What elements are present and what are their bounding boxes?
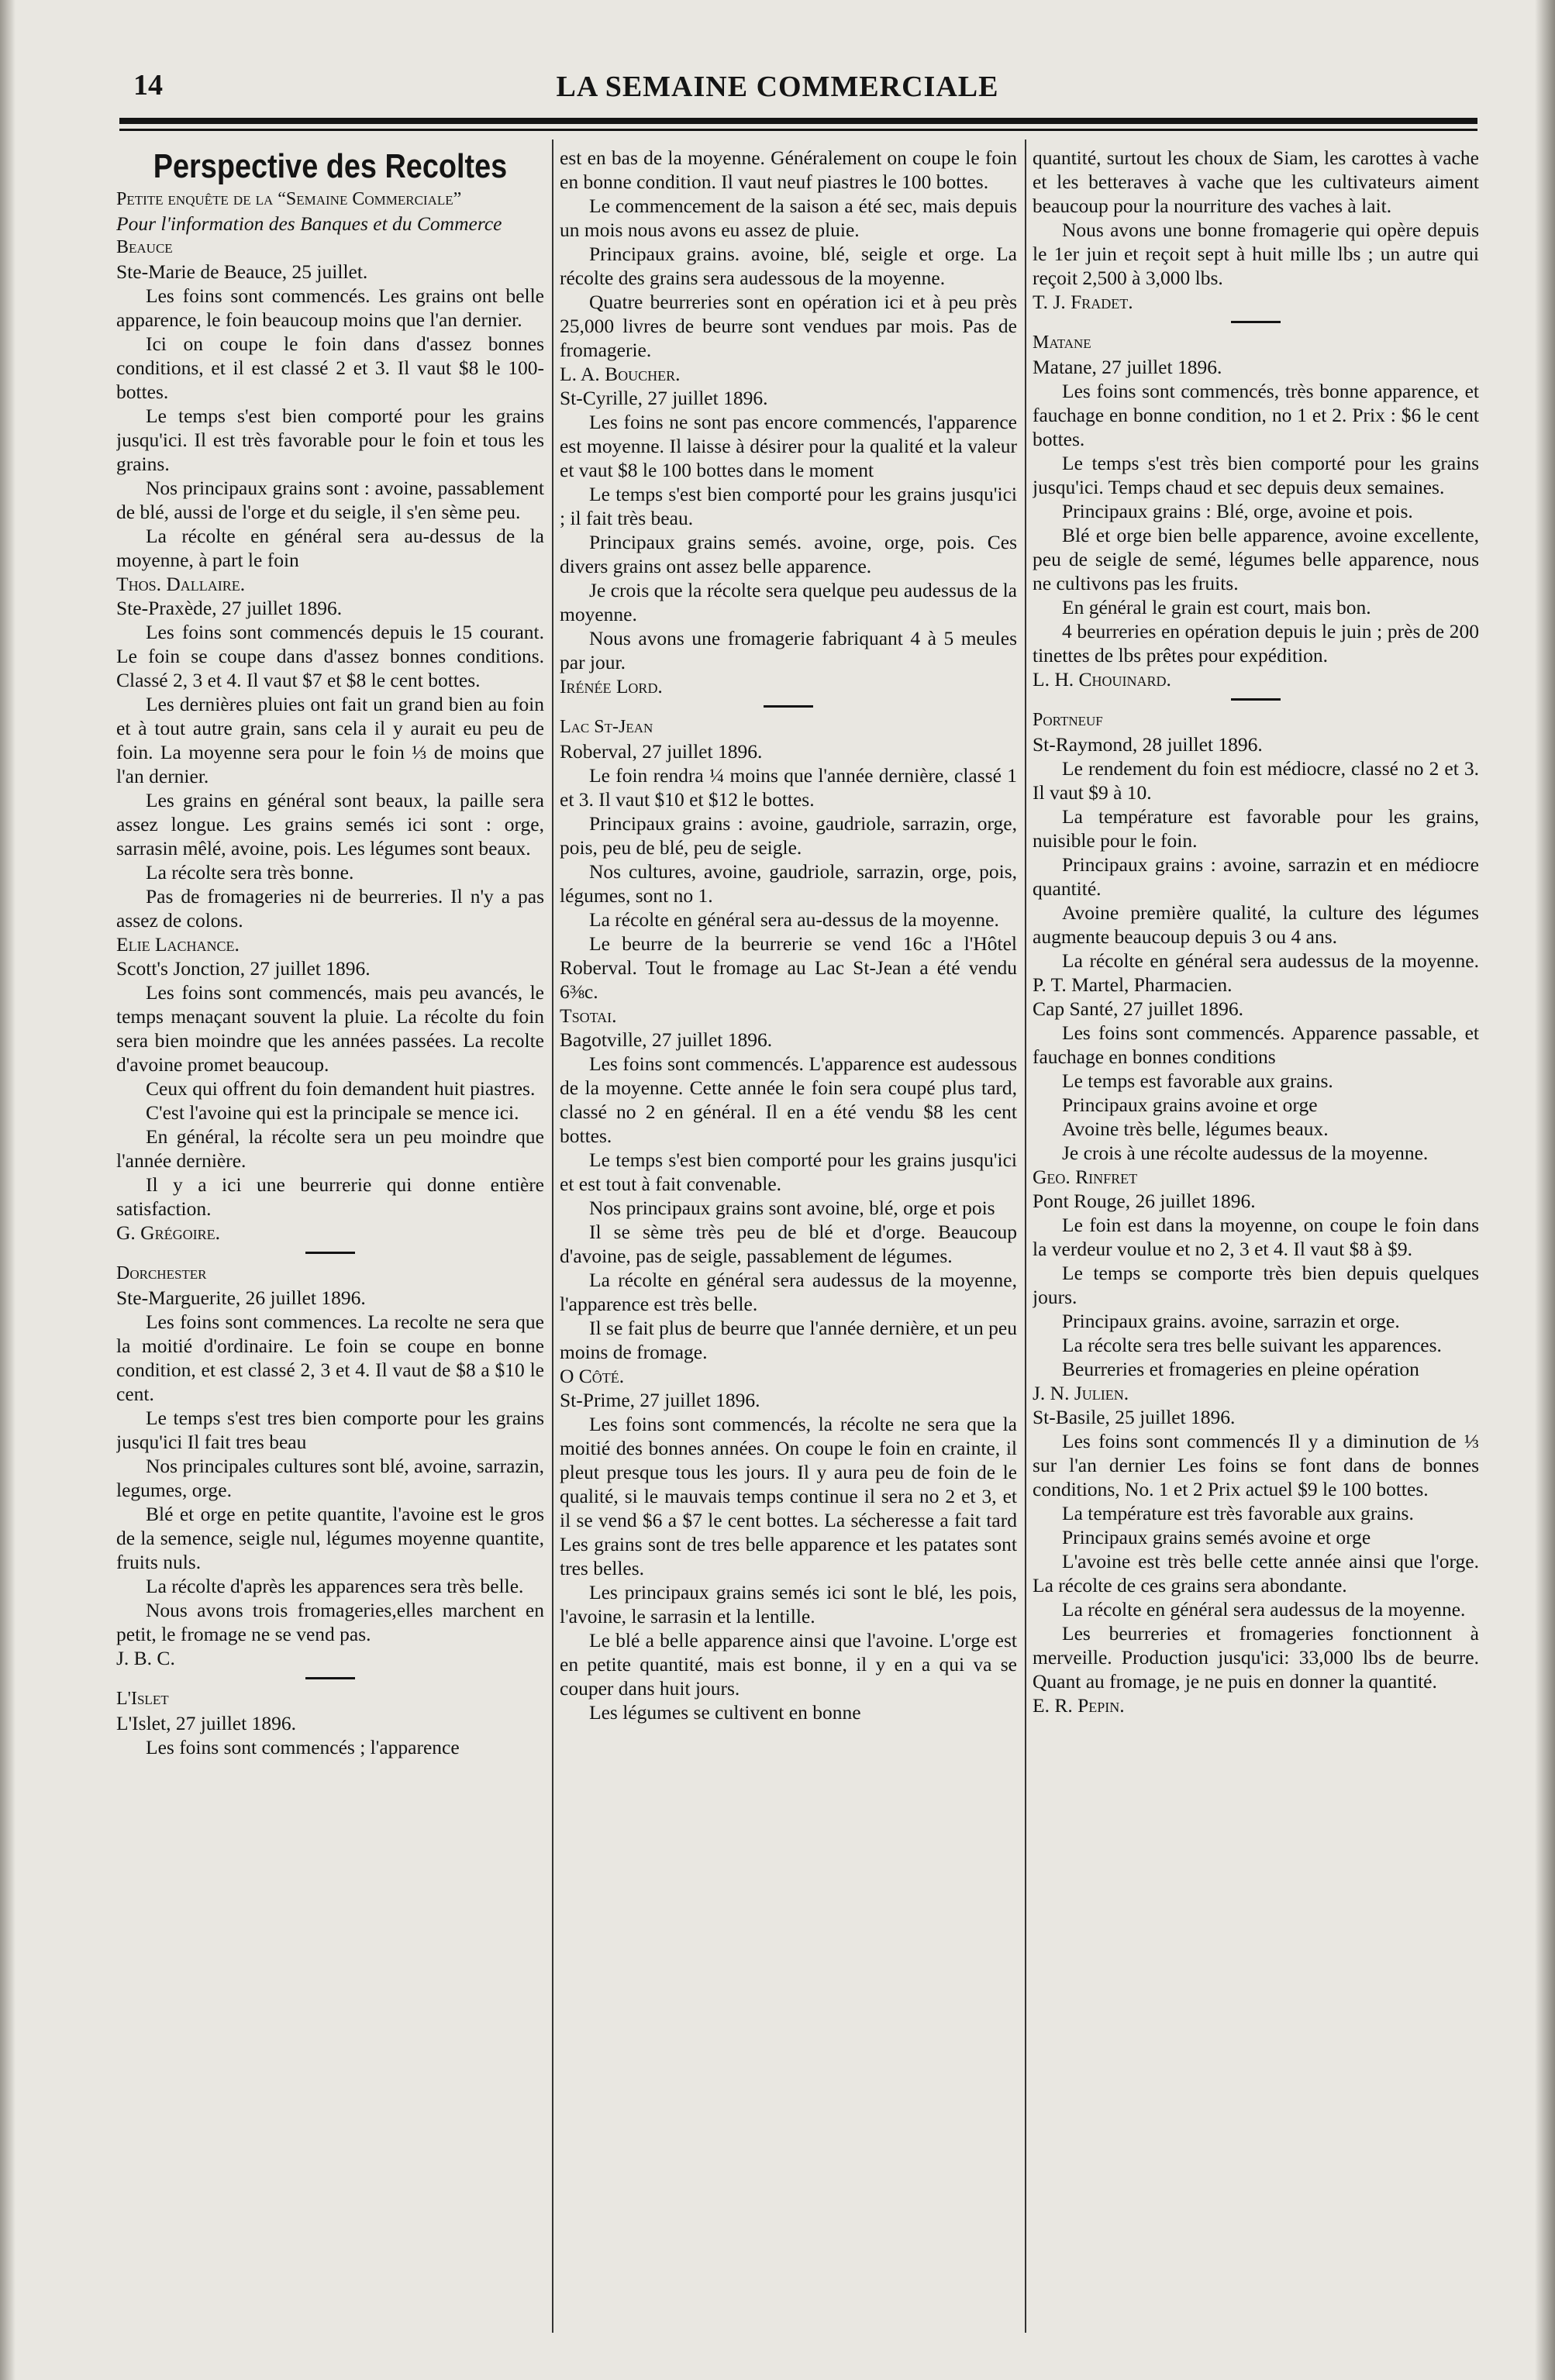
report-paragraph: Je crois à une récolte audessus de la moyenne. (1062, 1142, 1429, 1164)
dateline: St-Prime, 27 juillet 1896. (560, 1389, 760, 1411)
continued-paragraph: est en bas de la moyenne. Généralement on coupe le foin en bonne condition. Il vaut neuf piastres le 100 bottes. (560, 146, 1017, 193)
report-paragraph: Principaux grains avoine et orge (1062, 1094, 1318, 1116)
report-paragraph: Principaux grains : avoine, gaudriole, sarrazin, orge, pois, peu de blé, peu de seigle. (560, 812, 1017, 859)
dateline: Roberval, 27 juillet 1896. (560, 740, 763, 763)
report-paragraph: Le foin est dans la moyenne, on coupe le foin dans la verdeur voulue et no 2, 3 et 4. Il vaut $8 à $9. (1033, 1214, 1479, 1260)
report-paragraph: Les foins sont commencés. L'apparence est audessous de la moyenne. Cette année le foin sera coupé plus tard, classé no 2 en général. Il en a été vendu $8 les cent bottes. (560, 1052, 1017, 1147)
article-title: Perspective des Recoltes (153, 147, 508, 185)
report-paragraph: L'avoine est très belle cette année ainsi que l'orge. La récolte de ces grains sera abondante. (1033, 1550, 1479, 1596)
report-paragraph: Principaux grains semés. avoine, orge, pois. Ces divers grains ont assez belle apparence. (560, 531, 1017, 577)
report-paragraph: Il se fait plus de beurre que l'année dernière, et un peu moins de fromage. (560, 1317, 1017, 1363)
signature: Thos. Dallaire. (116, 573, 246, 595)
report-paragraph: Les grains en général sont beaux, la paille sera assez longue. Les grains semés ici sont : orge, sarrasin mêlé, avoine, pois. Les légumes sont beaux. (116, 789, 544, 859)
region-heading: Matane (1033, 332, 1091, 353)
report-paragraph: Les beurreries et fromageries fonctionnent à merveille. Production jusqu'ici: 33,000 lbs de beurre. Quant au fromage, je ne puis en donner la quantité. (1033, 1622, 1479, 1693)
report-paragraph: Les foins sont commencés, très bonne apparence, et fauchage en bonne condition, no 1 et 2. Prix : $6 le cent bottes. (1033, 380, 1479, 450)
column-3 (1033, 146, 1479, 2378)
report-paragraph: Ceux qui offrent du foin demandent huit piastres. (146, 1077, 536, 1100)
report-paragraph: Avoine très belle, légumes beaux. (1062, 1118, 1329, 1140)
report-paragraph: La récolte en général sera au-dessus de la moyenne, à part le foin (116, 525, 544, 571)
header-rule-thick (119, 118, 1477, 124)
signature: E. R. Pepin. (1033, 1694, 1125, 1717)
report-paragraph: Les foins sont commencés, la récolte ne sera que la moitié des bonnes années. On coupe le foin en crainte, il pleut presque tous les jours. Il y aura peu de foin de le qualité, si le mauvais temps continue il sera no 2 et 3, et il se vend $6 a $7 le cent bottes. La sécheresse a fait tard Les grains sont de tres belle apparence et les patates sont tres belles. (560, 1413, 1017, 1579)
region-heading: Portneuf (1033, 710, 1103, 730)
report-paragraph: La température est très favorable aux grains. (1062, 1502, 1414, 1524)
dateline: Cap Santé, 27 juillet 1896. (1033, 997, 1243, 1020)
report-paragraph: Nos principaux grains sont : avoine, passablement de blé, aussi de l'orge et du seigle, il s'en sème peu. (116, 477, 544, 523)
signature: Elie Lachance. (116, 933, 240, 956)
column-1 (116, 146, 544, 2370)
section-divider (1231, 321, 1281, 323)
report-paragraph: Les foins sont commences. La recolte ne sera que la moitié d'ordinaire. Le foin se coupe en bonne condition, et est classé 2, 3 et 4. Il vaut de $8 a $10 le cent. (116, 1311, 544, 1405)
report-paragraph: Nous avons une bonne fromagerie qui opère depuis le 1er juin et reçoit sept à huit mille lbs ; un autre qui reçoit 2,500 à 3,000 lbs. (1033, 219, 1479, 289)
report-paragraph: Le temps s'est bien comporté pour les grains jusqu'ici ; il fait très beau. (560, 483, 1017, 529)
report-paragraph: Le temps se comporte très bien depuis quelques jours. (1033, 1262, 1479, 1308)
page-edge-left (0, 0, 16, 2380)
report-paragraph: Nous avons trois fromageries,elles marchent en petit, le fromage ne se vend pas. (116, 1599, 544, 1645)
section-divider (764, 705, 813, 708)
signature: Tsotai. (560, 1004, 617, 1027)
section-divider (305, 1252, 355, 1254)
page-edge-right (1535, 0, 1555, 2380)
region-heading: Beauce (116, 237, 173, 257)
report-paragraph: Le beurre de la beurrerie se vend 16c a l'Hôtel Roberval. Tout le fromage au Lac St-Jean a été vendu 6⅜c. (560, 932, 1017, 1003)
running-title: LA SEMAINE COMMERCIALE (556, 71, 999, 103)
column-rule-1 (552, 139, 553, 2333)
column-2 (560, 146, 1017, 2378)
signature: J. B. C. (116, 1647, 175, 1669)
report-paragraph: Il se sème très peu de blé et d'orge. Beaucoup d'avoine, pas de seigle, passablement de légumes. (560, 1221, 1017, 1267)
report-paragraph: Le temps s'est très bien comporté pour les grains jusqu'ici. Temps chaud et sec depuis deux semaines. (1033, 452, 1479, 498)
dateline: St-Raymond, 28 juillet 1896. (1033, 733, 1263, 756)
signature: J. N. Julien. (1033, 1382, 1129, 1404)
report-paragraph: Le rendement du foin est médiocre, classé no 2 et 3. Il vaut $9 à 10. (1033, 757, 1479, 804)
report-paragraph: Pas de fromageries ni de beurreries. Il n'y a pas assez de colons. (116, 885, 544, 932)
signature: G. Grégoire. (116, 1221, 220, 1244)
continued-paragraph: quantité, surtout les choux de Siam, les carottes à vache et les betteraves à vache que les cultivateurs aiment beaucoup pour la nourriture des vaches à lait. (1033, 146, 1479, 217)
region-heading: Dorchester (116, 1263, 207, 1283)
report-paragraph: Les foins sont commencés. Apparence passable, et fauchage en bonnes conditions (1033, 1021, 1479, 1068)
report-paragraph: Les foins sont commencés depuis le 15 courant. Le foin se coupe dans d'assez bonnes conditions. Classé 2, 3 et 4. Il vaut $7 et $8 le cent bottes. (116, 621, 544, 691)
dateline: Ste-Marie de Beauce, 25 juillet. (116, 260, 368, 283)
signature: Irénée Lord. (560, 675, 663, 697)
signature: L. A. Boucher. (560, 363, 681, 385)
section-divider (305, 1677, 355, 1679)
signature: Geo. Rinfret (1033, 1166, 1138, 1188)
report-paragraph: Les foins sont commencés ; l'apparence (146, 1736, 460, 1758)
report-paragraph: Le blé a belle apparence ainsi que l'avoine. L'orge est en petite quantité, mais est bonne, il y en a qui va se couper dans huit jours. (560, 1629, 1017, 1700)
report-paragraph: La température est favorable pour les grains, nuisible pour le foin. (1033, 805, 1479, 852)
report-paragraph: Principaux grains : Blé, orge, avoine et pois. (1062, 500, 1413, 522)
report-paragraph: La récolte sera tres belle suivant les apparences. (1062, 1334, 1442, 1356)
dateline: St-Basile, 25 juillet 1896. (1033, 1406, 1236, 1428)
report-paragraph: Quatre beurreries sont en opération ici et à peu près 25,000 livres de beurre sont vendues par mois. Pas de fromagerie. (560, 291, 1017, 361)
report-paragraph: Il y a ici une beurrerie qui donne entière satisfaction. (116, 1173, 544, 1220)
report-paragraph: Le foin rendra ¼ moins que l'année dernière, classé 1 et 3. Il vaut $10 et $12 le bottes. (560, 764, 1017, 811)
report-paragraph: La récolte en général sera au-dessus de la moyenne. (589, 908, 999, 931)
report-paragraph: Principaux grains : avoine, sarrazin et en médiocre quantité. (1033, 853, 1479, 900)
dateline: St-Cyrille, 27 juillet 1896. (560, 387, 768, 409)
report-paragraph: Principaux grains. avoine, blé, seigle et orge. La récolte des grains sera audessous de la moyenne. (560, 243, 1017, 289)
report-paragraph: 4 beurreries en opération depuis le juin ; près de 200 tinettes de lbs prêtes pour expédition. (1033, 620, 1479, 666)
header-rule-thin (119, 129, 1477, 131)
report-paragraph: Nos principaux grains sont avoine, blé, orge et pois (589, 1197, 995, 1219)
report-paragraph: Blé et orge en petite quantite, l'avoine est le gros de la semence, seigle nul, légumes moyenne quantite, fruits nuls. (116, 1503, 544, 1573)
report-paragraph: Les foins ne sont pas encore commencés, l'apparence est moyenne. Il laisse à désirer pour la qualité et la valeur et vaut $8 le 100 bottes dans le moment (560, 411, 1017, 481)
report-paragraph: En général, la récolte sera un peu moindre que l'année dernière. (116, 1125, 544, 1172)
signature: L. H. Chouinard. (1033, 668, 1171, 691)
report-paragraph: Les foins sont commencés, mais peu avancés, le temps menaçant souvent la pluie. La récolte du foin sera bien moindre que les années passées. La recolte d'avoine promet beaucoup. (116, 981, 544, 1076)
signature: T. J. Fradet. (1033, 291, 1133, 313)
dateline: Ste-Marguerite, 26 juillet 1896. (116, 1286, 366, 1309)
report-paragraph: Les dernières pluies ont fait un grand bien au foin et à tout autre grain, sans cela il y aurait eu peu de foin. La moyenne sera pour le foin ⅓ de moins que l'an dernier. (116, 693, 544, 787)
report-paragraph: Les principaux grains semés ici sont le blé, les pois, l'avoine, le sarrasin et la lentille. (560, 1581, 1017, 1627)
report-paragraph: Avoine première qualité, la culture des légumes augmente beaucoup depuis 3 ou 4 ans. (1033, 901, 1479, 948)
report-paragraph: La récolte d'après les apparences sera très belle. (146, 1575, 524, 1597)
report-paragraph: Nos principales cultures sont blé, avoine, sarrazin, legumes, orge. (116, 1455, 544, 1501)
report-paragraph: Le temps s'est bien comporté pour les grains jusqu'ici et est tout à fait convenable. (560, 1149, 1017, 1195)
report-paragraph: La récolte en général sera audessus de la moyenne. P. T. Martel, Pharmacien. (1033, 949, 1479, 996)
report-paragraph: Beurreries et fromageries en pleine opération (1062, 1358, 1419, 1380)
signature: O Côté. (560, 1365, 625, 1387)
report-paragraph: Le temps s'est tres bien comporte pour les grains jusqu'ici Il fait tres beau (116, 1407, 544, 1453)
report-paragraph: La récolte en général sera audessus de la moyenne. (1062, 1598, 1466, 1621)
report-paragraph: Nos cultures, avoine, gaudriole, sarrazin, orge, pois, légumes, sont no 1. (560, 860, 1017, 907)
report-paragraph: En général le grain est court, mais bon. (1062, 596, 1371, 618)
article-subtitle: Petite enquête de la “Semaine Commerciale” (116, 189, 462, 209)
report-paragraph: Je crois que la récolte sera quelque peu audessus de la moyenne. (560, 579, 1017, 625)
report-paragraph: La récolte en général sera audessus de la moyenne, l'apparence est très belle. (560, 1269, 1017, 1315)
report-paragraph: Le temps s'est bien comporté pour les grains jusqu'ici. Il est très favorable pour le foin et tous les grains. (116, 405, 544, 475)
section-divider (1231, 698, 1281, 701)
report-paragraph: Principaux grains. avoine, sarrazin et orge. (1062, 1310, 1400, 1332)
dateline: Matane, 27 juillet 1896. (1033, 356, 1222, 378)
report-paragraph: Les foins sont commencés. Les grains ont belle apparence, le foin beaucoup moins que l'an dernier. (116, 284, 544, 331)
report-paragraph: Le commencement de la saison a été sec, mais depuis un mois nous avons eu assez de pluie. (560, 195, 1017, 241)
report-paragraph: Les foins sont commencés Il y a diminution de ⅓ sur l'an dernier Les foins se font dans de bonnes conditions, No. 1 et 2 Prix actuel $9 le 100 bottes. (1033, 1430, 1479, 1500)
report-paragraph: C'est l'avoine qui est la principale se mence ici. (146, 1101, 519, 1124)
dateline: Bagotville, 27 juillet 1896. (560, 1028, 773, 1051)
dateline: Ste-Praxède, 27 juillet 1896. (116, 597, 343, 619)
dateline: Pont Rouge, 26 juillet 1896. (1033, 1190, 1256, 1212)
region-heading: Lac St-Jean (560, 717, 653, 737)
report-paragraph: Les légumes se cultivent en bonne (589, 1701, 861, 1724)
report-paragraph: Principaux grains semés avoine et orge (1062, 1526, 1371, 1548)
page-number: 14 (133, 69, 163, 102)
column-rule-2 (1025, 139, 1026, 2333)
report-paragraph: Le temps est favorable aux grains. (1062, 1069, 1333, 1092)
report-paragraph: Blé et orge bien belle apparence, avoine excellente, peu de seigle de semé, légumes belle apparence, nous ne cultivons pas les fruits. (1033, 524, 1479, 594)
region-heading: L'Islet (116, 1689, 169, 1709)
dateline: Scott's Jonction, 27 juillet 1896. (116, 957, 371, 980)
dateline: L'Islet, 27 juillet 1896. (116, 1712, 296, 1734)
report-paragraph: Nous avons une fromagerie fabriquant 4 à 5 meules par jour. (560, 627, 1017, 673)
report-paragraph: La récolte sera très bonne. (146, 861, 354, 883)
report-paragraph: Ici on coupe le foin dans d'assez bonnes conditions, et il est classé 2 et 3. Il vaut $8 le 100-bottes. (116, 332, 544, 403)
article-dedication: Pour l'information des Banques et du Commerce (116, 212, 502, 235)
